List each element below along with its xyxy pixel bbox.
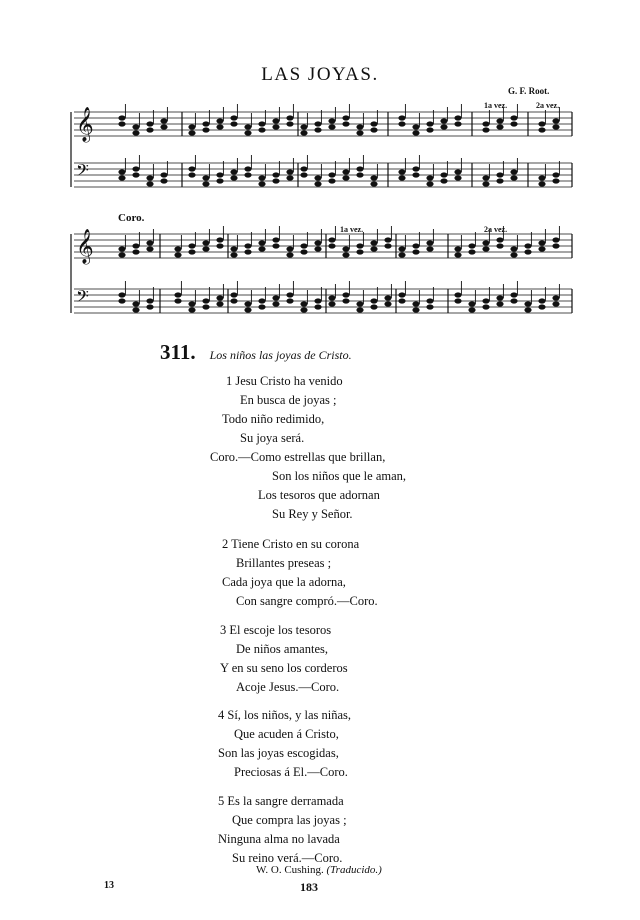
note-head: [426, 181, 433, 186]
note-head: [202, 121, 209, 126]
note-head: [426, 298, 433, 303]
note-head: [412, 130, 419, 135]
verse-line: Preciosas á El.—Coro.: [234, 765, 348, 779]
note-head: [426, 246, 433, 251]
note-head: [552, 243, 559, 248]
note-head: [398, 246, 405, 251]
coro-label: Coro.: [118, 212, 145, 224]
author-credit: [256, 864, 382, 876]
note-head: [398, 169, 405, 174]
note-head: [132, 307, 139, 312]
note-head: [510, 252, 517, 257]
note-head: [188, 166, 195, 171]
verse-line: En busca de joyas ;: [240, 393, 337, 407]
note-head: [146, 304, 153, 309]
note-head: [370, 246, 377, 251]
note-head: [230, 298, 237, 303]
note-head: [426, 175, 433, 180]
note-head: [426, 127, 433, 132]
note-head: [118, 292, 125, 297]
note-head: [146, 298, 153, 303]
note-head: [146, 240, 153, 245]
note-head: [342, 298, 349, 303]
note-head: [538, 298, 545, 303]
verse-line: Que acuden á Cristo,: [234, 727, 339, 741]
note-head: [230, 115, 237, 120]
note-head: [258, 240, 265, 245]
note-head: [468, 249, 475, 254]
note-head: [482, 240, 489, 245]
note-head: [384, 295, 391, 300]
note-head: [482, 181, 489, 186]
note-head: [300, 130, 307, 135]
note-head: [412, 307, 419, 312]
note-head: [384, 301, 391, 306]
note-head: [300, 124, 307, 129]
note-head: [482, 127, 489, 132]
note-head: [174, 298, 181, 303]
note-head: [300, 172, 307, 177]
bass-clef-icon: 𝄢: [76, 286, 89, 310]
note-head: [384, 237, 391, 242]
verse-line: Todo niño redimido,: [222, 412, 325, 426]
note-head: [286, 175, 293, 180]
hymn-number: 311.: [160, 340, 196, 364]
note-head: [244, 172, 251, 177]
volta-first-ending-bottom: 1a vez.: [340, 225, 364, 234]
music-score: [0, 0, 640, 330]
verse-line: Su Rey y Señor.: [272, 507, 353, 521]
note-head: [496, 124, 503, 129]
note-head: [314, 298, 321, 303]
verse-line: De niños amantes,: [236, 642, 328, 656]
composer-credit: G. F. Root.: [508, 86, 550, 96]
note-head: [496, 172, 503, 177]
note-head: [216, 243, 223, 248]
note-head: [342, 175, 349, 180]
note-head: [538, 175, 545, 180]
note-head: [552, 295, 559, 300]
note-head: [230, 246, 237, 251]
note-head: [510, 298, 517, 303]
note-head: [146, 175, 153, 180]
note-head: [286, 252, 293, 257]
note-head: [524, 307, 531, 312]
note-head: [440, 118, 447, 123]
note-head: [230, 252, 237, 257]
note-head: [244, 307, 251, 312]
verse-line: Coro.—Como estrellas que brillan,: [210, 450, 386, 464]
note-head: [244, 301, 251, 306]
note-head: [538, 240, 545, 245]
note-head: [216, 118, 223, 123]
note-head: [118, 115, 125, 120]
note-head: [174, 292, 181, 297]
note-head: [510, 175, 517, 180]
hymn-title: Los niños las joyas de Cristo.: [209, 348, 352, 362]
note-head: [286, 121, 293, 126]
note-head: [300, 243, 307, 248]
verse-line: Su joya será.: [240, 431, 305, 445]
note-head: [496, 243, 503, 248]
note-head: [398, 121, 405, 126]
note-head: [314, 304, 321, 309]
note-head: [426, 240, 433, 245]
note-head: [132, 124, 139, 129]
note-head: [300, 301, 307, 306]
note-head: [132, 301, 139, 306]
note-head: [146, 121, 153, 126]
page-number: 183: [300, 880, 318, 894]
tune-title: LAS JOYAS.: [261, 64, 379, 85]
note-head: [426, 304, 433, 309]
note-head: [188, 249, 195, 254]
note-head: [132, 166, 139, 171]
note-head: [342, 115, 349, 120]
treble-clef-icon: 𝄞: [76, 229, 94, 264]
note-head: [118, 252, 125, 257]
note-head: [244, 124, 251, 129]
note-head: [454, 298, 461, 303]
note-head: [300, 166, 307, 171]
note-head: [314, 181, 321, 186]
note-head: [552, 301, 559, 306]
note-head: [356, 130, 363, 135]
note-head: [538, 127, 545, 132]
note-head: [384, 243, 391, 248]
note-head: [272, 178, 279, 183]
note-head: [552, 178, 559, 183]
note-head: [328, 172, 335, 177]
verse-line: Los tesoros que adornan: [258, 488, 380, 502]
note-head: [524, 249, 531, 254]
signature-mark: 13: [104, 880, 114, 891]
note-head: [370, 304, 377, 309]
note-head: [146, 246, 153, 251]
note-head: [398, 252, 405, 257]
note-head: [286, 246, 293, 251]
verse-line: 4 Sí, los niños, y las niñas,: [218, 708, 351, 722]
note-head: [412, 124, 419, 129]
verse-line: 5 Es la sangre derramada: [218, 794, 344, 808]
translation-note: (Traducido.): [326, 864, 382, 876]
note-head: [216, 172, 223, 177]
note-head: [272, 301, 279, 306]
verse-line: 3 El escoje los tesoros: [220, 623, 332, 637]
note-head: [370, 181, 377, 186]
note-head: [342, 292, 349, 297]
note-head: [510, 121, 517, 126]
note-head: [482, 121, 489, 126]
note-head: [496, 301, 503, 306]
note-head: [356, 243, 363, 248]
note-head: [286, 292, 293, 297]
note-head: [440, 172, 447, 177]
author-name: W. O. Cushing.: [256, 864, 324, 876]
note-head: [482, 304, 489, 309]
verse-line: 1 Jesu Cristo ha venido: [226, 374, 343, 388]
note-head: [538, 121, 545, 126]
note-head: [412, 166, 419, 171]
note-head: [272, 295, 279, 300]
note-head: [314, 121, 321, 126]
note-head: [510, 115, 517, 120]
note-head: [552, 124, 559, 129]
note-head: [524, 243, 531, 248]
note-head: [314, 175, 321, 180]
volta-second-ending-bottom: 2a vez.: [484, 225, 508, 234]
note-head: [188, 124, 195, 129]
note-head: [356, 124, 363, 129]
note-head: [398, 292, 405, 297]
verse-line: Brillantes preseas ;: [236, 556, 332, 570]
note-head: [230, 121, 237, 126]
note-head: [342, 121, 349, 126]
note-head: [454, 175, 461, 180]
note-head: [468, 307, 475, 312]
note-head: [314, 246, 321, 251]
note-head: [524, 301, 531, 306]
note-head: [454, 115, 461, 120]
note-head: [342, 246, 349, 251]
verse-line: Son las joyas escogidas,: [218, 746, 339, 760]
note-head: [244, 166, 251, 171]
note-head: [552, 118, 559, 123]
note-head: [412, 243, 419, 248]
note-head: [356, 301, 363, 306]
note-head: [356, 172, 363, 177]
note-head: [216, 178, 223, 183]
note-head: [510, 169, 517, 174]
note-head: [286, 169, 293, 174]
note-head: [468, 243, 475, 248]
note-head: [510, 292, 517, 297]
note-head: [454, 292, 461, 297]
note-head: [552, 237, 559, 242]
note-head: [482, 175, 489, 180]
note-head: [132, 243, 139, 248]
verse-line: Ninguna alma no lavada: [218, 832, 340, 846]
note-head: [258, 175, 265, 180]
note-head: [202, 246, 209, 251]
note-head: [552, 172, 559, 177]
note-head: [286, 298, 293, 303]
note-head: [160, 118, 167, 123]
verse-line: Cada joya que la adorna,: [222, 575, 346, 589]
note-head: [188, 307, 195, 312]
note-head: [202, 304, 209, 309]
note-head: [342, 252, 349, 257]
note-head: [356, 307, 363, 312]
note-head: [174, 252, 181, 257]
note-head: [188, 301, 195, 306]
note-head: [412, 301, 419, 306]
note-head: [496, 295, 503, 300]
note-head: [132, 172, 139, 177]
note-head: [132, 130, 139, 135]
note-head: [398, 298, 405, 303]
volta-second-ending-top: 2a vez.: [536, 101, 560, 110]
note-head: [118, 175, 125, 180]
note-head: [342, 169, 349, 174]
note-head: [258, 298, 265, 303]
note-head: [328, 237, 335, 242]
note-head: [482, 298, 489, 303]
note-head: [496, 118, 503, 123]
note-head: [258, 127, 265, 132]
note-head: [216, 237, 223, 242]
note-head: [202, 298, 209, 303]
verse-line: Son los niños que le aman,: [272, 469, 407, 483]
hymn-heading: [160, 340, 352, 365]
note-head: [272, 124, 279, 129]
note-head: [328, 295, 335, 300]
note-head: [230, 292, 237, 297]
note-head: [370, 298, 377, 303]
note-head: [454, 121, 461, 126]
note-head: [356, 249, 363, 254]
note-head: [272, 118, 279, 123]
note-head: [510, 246, 517, 251]
bass-clef-icon: 𝄢: [76, 160, 89, 184]
note-head: [440, 124, 447, 129]
verse-line: Que compra las joyas ;: [232, 813, 347, 827]
note-head: [188, 243, 195, 248]
note-head: [118, 298, 125, 303]
note-head: [328, 301, 335, 306]
note-head: [230, 175, 237, 180]
note-head: [216, 301, 223, 306]
note-head: [174, 246, 181, 251]
note-head: [426, 121, 433, 126]
note-head: [468, 301, 475, 306]
note-head: [258, 181, 265, 186]
verse-line: Con sangre compró.—Coro.: [236, 594, 378, 608]
note-head: [328, 243, 335, 248]
note-head: [300, 249, 307, 254]
note-head: [328, 124, 335, 129]
note-head: [160, 178, 167, 183]
note-head: [454, 169, 461, 174]
note-head: [244, 249, 251, 254]
note-head: [258, 246, 265, 251]
note-head: [412, 249, 419, 254]
note-head: [538, 304, 545, 309]
note-head: [216, 124, 223, 129]
note-head: [202, 181, 209, 186]
note-head: [356, 166, 363, 171]
note-head: [160, 172, 167, 177]
note-head: [370, 121, 377, 126]
note-head: [538, 181, 545, 186]
note-head: [188, 172, 195, 177]
treble-clef-icon: 𝄞: [76, 107, 94, 142]
note-head: [370, 175, 377, 180]
note-head: [244, 243, 251, 248]
note-head: [286, 115, 293, 120]
note-head: [328, 118, 335, 123]
verse-line: Y en su seno los corderos: [220, 661, 348, 675]
note-head: [272, 172, 279, 177]
note-head: [454, 246, 461, 251]
note-head: [496, 178, 503, 183]
note-head: [370, 127, 377, 132]
note-head: [440, 178, 447, 183]
note-head: [314, 240, 321, 245]
note-head: [118, 246, 125, 251]
verse-line: Acoje Jesus.—Coro.: [236, 680, 340, 694]
note-head: [216, 295, 223, 300]
note-head: [300, 307, 307, 312]
note-head: [202, 127, 209, 132]
note-head: [146, 181, 153, 186]
note-head: [258, 121, 265, 126]
note-head: [258, 304, 265, 309]
note-head: [412, 172, 419, 177]
note-head: [272, 243, 279, 248]
note-head: [328, 178, 335, 183]
note-head: [482, 246, 489, 251]
verse-line: Su reino verá.—Coro.: [232, 851, 343, 865]
note-head: [538, 246, 545, 251]
note-head: [398, 115, 405, 120]
note-head: [230, 169, 237, 174]
note-head: [188, 130, 195, 135]
note-head: [398, 175, 405, 180]
note-head: [202, 240, 209, 245]
note-head: [132, 249, 139, 254]
note-head: [272, 237, 279, 242]
note-head: [244, 130, 251, 135]
verse-line: 2 Tiene Cristo en su corona: [222, 537, 360, 551]
note-head: [314, 127, 321, 132]
note-head: [370, 240, 377, 245]
note-head: [118, 169, 125, 174]
note-head: [202, 175, 209, 180]
note-head: [146, 127, 153, 132]
note-head: [496, 237, 503, 242]
note-head: [118, 121, 125, 126]
volta-first-ending-top: 1a vez.: [484, 101, 508, 110]
note-head: [160, 124, 167, 129]
note-head: [454, 252, 461, 257]
